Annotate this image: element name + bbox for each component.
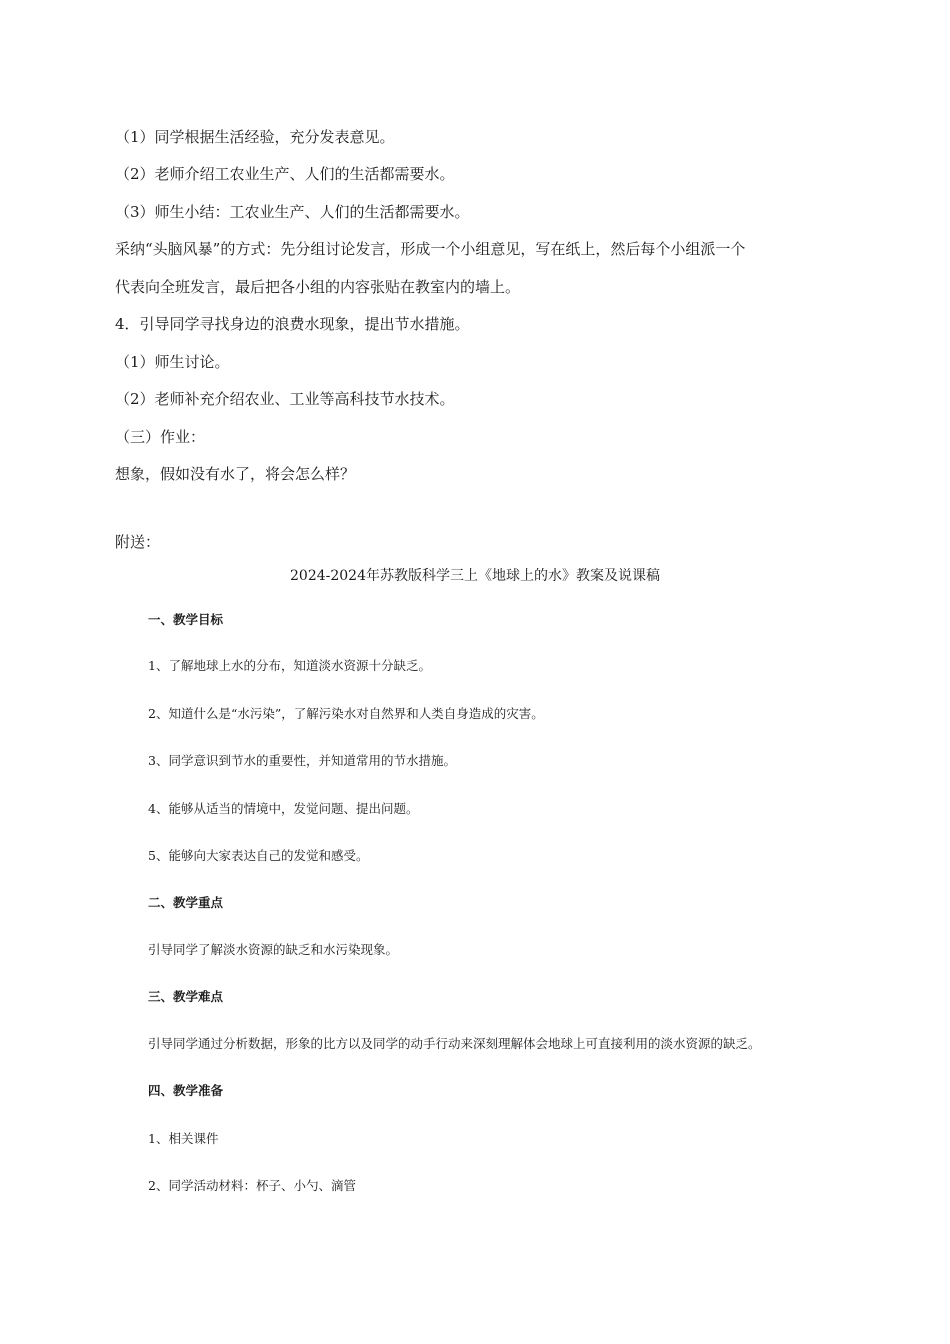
goal-item: 2、知道什么是“水污染”，了解污染水对自然界和人类自身造成的灾害。 — [148, 706, 544, 721]
prep-item: 1、相关课件 — [148, 1131, 219, 1146]
appendix-label: 附送： — [115, 533, 161, 551]
section-heading-difficult: 三、教学难点 — [148, 989, 224, 1004]
paragraph-line: 代表向全班发言，最后把各小组的内容张贴在教室内的墙上。 — [115, 278, 521, 296]
paragraph-line: 4．引导同学寻找身边的浪费水现象，提出节水措施。 — [115, 315, 470, 333]
paragraph-line: 采纳“头脑风暴”的方式：先分组讨论发言，形成一个小组意见，写在纸上，然后每个小组派一个 — [115, 240, 746, 258]
paragraph-line: （三）作业： — [115, 428, 206, 446]
difficult-point-text: 引导同学通过分析数据，形象的比方以及同学的动手行动来深刻理解体会地球上可直接利用的淡水资源的缺乏。 — [148, 1036, 761, 1051]
document-title: 2024-2024年苏教版科学三上《地球上的水》教案及说课稿 — [290, 568, 660, 584]
paragraph-line: 想象，假如没有水了，将会怎么样？ — [115, 465, 356, 483]
section-heading-prep: 四、教学准备 — [148, 1083, 224, 1098]
goal-item: 1、了解地球上水的分布，知道淡水资源十分缺乏。 — [148, 658, 431, 673]
paragraph-line: （1）同学根据生活经验，充分发表意见。 — [115, 128, 395, 146]
goal-item: 5、能够向大家表达自己的发觉和感受。 — [148, 848, 369, 863]
goal-item: 4、能够从适当的情境中，发觉问题、提出问题。 — [148, 801, 419, 816]
paragraph-line: （3）师生小结：工农业生产、人们的生活都需要水。 — [115, 203, 470, 221]
paragraph-line: （2）老师补充介绍农业、工业等高科技节水技术。 — [115, 390, 455, 408]
paragraph-line: （2）老师介绍工农业生产、人们的生活都需要水。 — [115, 165, 455, 183]
section-heading-key: 二、教学重点 — [148, 895, 224, 910]
goal-item: 3、同学意识到节水的重要性，并知道常用的节水措施。 — [148, 753, 456, 768]
paragraph-line: （1）师生讨论。 — [115, 353, 230, 371]
key-point-text: 引导同学了解淡水资源的缺乏和水污染现象。 — [148, 942, 399, 957]
section-heading-goals: 一、教学目标 — [148, 612, 224, 627]
prep-item: 2、同学活动材料：杯子、小勺、滴管 — [148, 1178, 356, 1193]
